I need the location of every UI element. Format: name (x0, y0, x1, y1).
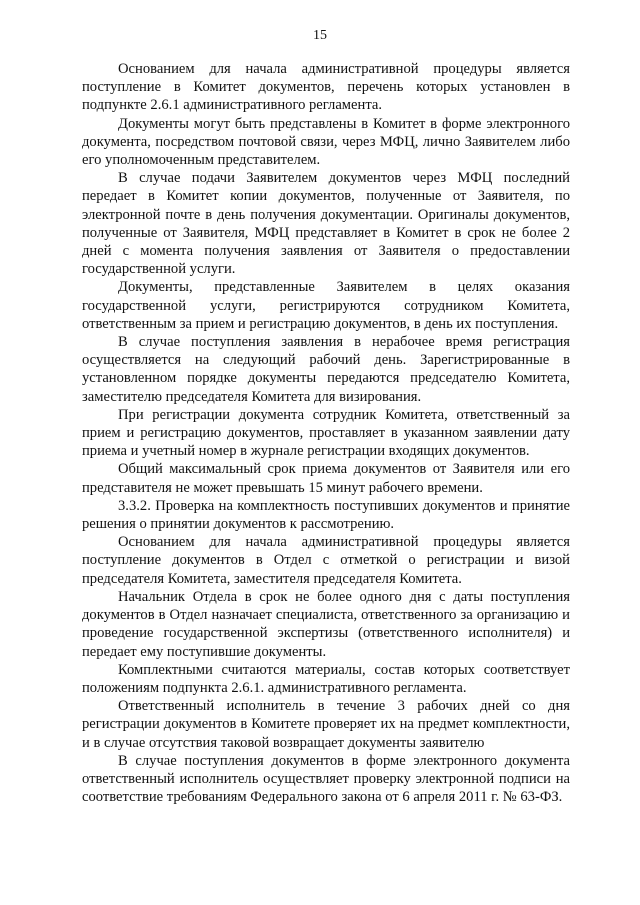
paragraph-7: Общий максимальный срок приема документов от Заявителя или его представителя не может превышать 15 минут рабочего времени. (82, 461, 570, 496)
paragraph-1: Основанием для начала административной процедуры является поступление в Комитет документов, перечень которых установлен в подпункте 2.6.1 административного регламента. (82, 61, 570, 114)
paragraph-11: Комплектными считаются материалы, состав которых соответствует положениям подпункта 2.6.1. административного регламента. (82, 661, 570, 696)
paragraph-12: Ответственный исполнитель в течение 3 рабочих дней со дня регистрации документов в Комитете проверяет их на предмет комплектности, и в случае отсутствия таковой возвращает документы заявителю (82, 698, 570, 751)
paragraph-2: Документы могут быть представлены в Комитет в форме электронного документа, посредством почтовой связи, через МФЦ, лично Заявителем либо его уполномоченным представителем. (82, 115, 570, 169)
document-body (82, 60, 570, 806)
paragraph-3: В случае подачи Заявителем документов через МФЦ последний передает в Комитет копии документов, полученные от Заявителя, по электронной почте в день получения документации. Оригиналы документов, полученные от Заявителя, МФЦ представляет в Комитет в срок не более 2 дней с момента получения заявления от Заявителя о предоставлении государственной услуги. (82, 170, 570, 278)
paragraph-6: При регистрации документа сотрудник Комитета, ответственный за прием и регистрацию документов, проставляет в указанном заявлении дату приема и учетный номер в журнале регистрации входящих документов. (82, 406, 570, 460)
page-number: 15 (313, 28, 327, 43)
paragraph-9: Основанием для начала административной процедуры является поступление документов в Отдел с отметкой о регистрации и визой председателя Комитета, заместителя председателя Комитета. (82, 534, 570, 587)
paragraph-4: Документы, представленные Заявителем в целях оказания государственной услуги, регистрируются сотрудником Комитета, ответственным за прием и регистрацию документов, в день их поступления. (82, 279, 570, 332)
section-heading-3-3-2: 3.3.2. Проверка на комплектность поступивших документов и принятие решения о принятии документов к рассмотрению. (82, 497, 570, 533)
paragraph-13: В случае поступления документов в форме электронного документа ответственный исполнитель осуществляет проверку электронной подписи на соответствие требованиям Федерального закона от 6 апреля 2011 г. № 63-ФЗ. (82, 752, 570, 806)
paragraph-10: Начальник Отдела в срок не более одного дня с даты поступления документов в Отдел назначает специалиста, ответственного за организацию и проведение государственной экспертизы (ответственного исполнителя) и передает ему поступившие документы. (82, 588, 570, 660)
paragraph-5: В случае поступления заявления в нерабочее время регистрация осуществляется на следующий рабочий день. Зарегистрированные в установленном порядке документы передаются председателю Комитета, заместителю председателя Комитета для визирования. (82, 334, 570, 405)
